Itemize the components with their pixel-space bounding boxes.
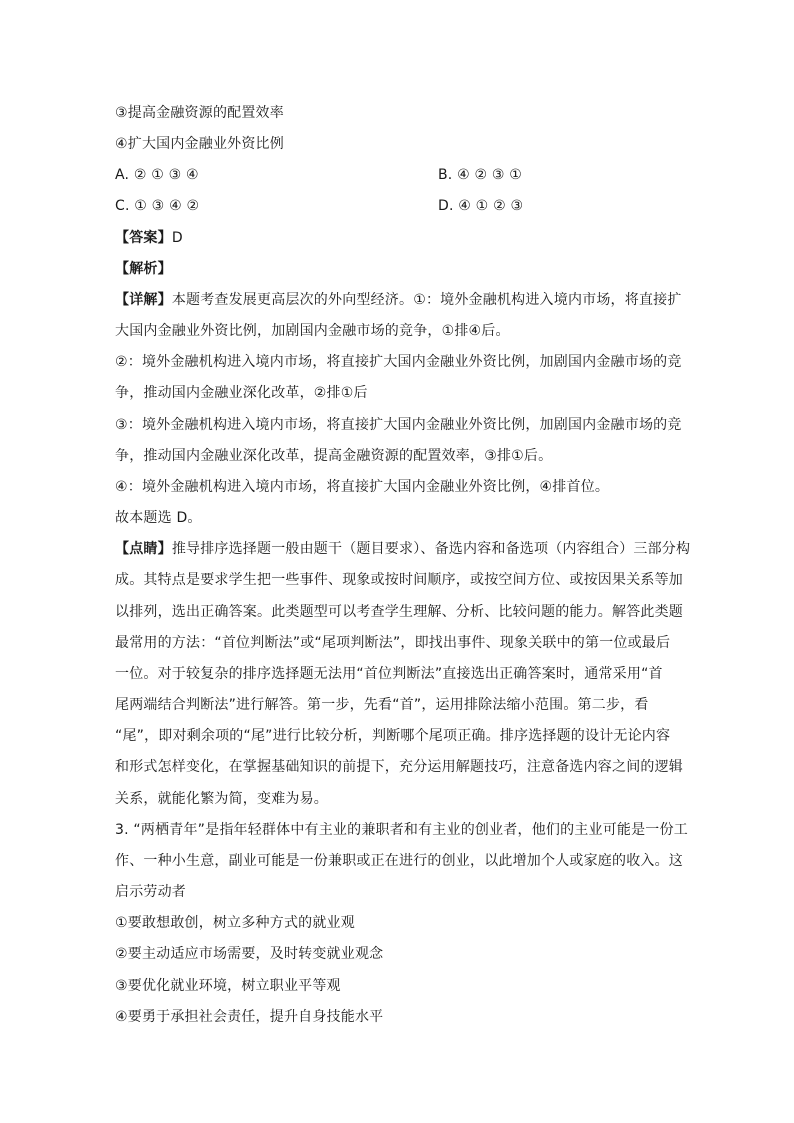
question-3-line-1: 3. “两栖青年”是指年轻群体中有主业的兼职者和有主业的创业者，他们的主业可能是一份工	[115, 822, 688, 838]
choice-a: A. ② ① ③ ④	[115, 167, 199, 183]
question-3-item-4: ④要勇于承担社会责任，提升自身技能水平	[115, 1009, 384, 1025]
detail-line-1	[115, 290, 682, 310]
detail-tag: 【详解】	[115, 292, 172, 308]
option-item-3: ③提高金融资源的配置效率	[115, 105, 284, 121]
question-3-item-2: ②要主动适应市场需要，及时转变就业观念	[115, 946, 384, 962]
tips-line-2: 成。其特点是要求学生把一些事件、现象或按时间顺序，或按空间方位、或按因果关系等加	[115, 572, 683, 588]
answer-value: D	[171, 230, 183, 246]
detail-line-3: ②：境外金融机构进入境内市场，将直接扩大国内金融业外资比例，加剧国内金融市场的竞	[115, 354, 682, 370]
tips-line-5: 一位。对于较复杂的排序选择题无法用“首位判断法”直接选出正确答案时，通常采用“首	[115, 666, 663, 682]
tips-line-6: 尾两端结合判断法”进行解答。第一步，先看“首”，运用排除法缩小范围。第二步，看	[115, 697, 649, 713]
tips-line-8: 和形式怎样变化，在掌握基础知识的前提下，充分运用解题技巧，注意备选内容之间的逻辑	[115, 759, 683, 775]
question-3-line-3: 启示劳动者	[115, 884, 186, 900]
analysis-tag: 【解析】	[115, 261, 172, 277]
tips-text: 推导排序选择题一般由题干（题目要求）、备选内容和备选项（内容组合）三部分构	[171, 541, 691, 557]
detail-line-2: 大国内金融业外资比例，加剧国内金融市场的竞争，①排④后。	[115, 323, 510, 339]
tips-line-1	[115, 539, 690, 559]
question-3-item-3: ③要优化就业环境，树立职业平等观	[115, 978, 341, 994]
detail-text: 本题考查发展更高层次的外向型经济。①：境外金融机构进入境内市场，将直接扩	[171, 292, 682, 308]
question-3-item-1: ①要敢想敢创，树立多种方式的就业观	[115, 915, 355, 931]
tips-line-4: 最常用的方法：“首位判断法”或“尾项判断法”，即找出事件、现象关联中的第一位或最后	[115, 635, 671, 651]
answer-tag: 【答案】	[115, 230, 172, 246]
tips-line-9: 关系，就能化繁为简，变难为易。	[115, 791, 328, 807]
detail-line-6: 争，推动国内金融业深化改革，提高金融资源的配置效率，③排①后。	[115, 448, 553, 464]
detail-line-5: ③：境外金融机构进入境内市场，将直接扩大国内金融业外资比例，加剧国内金融市场的竞	[115, 417, 682, 433]
detail-line-4: 争，推动国内金融业深化改革，②排①后	[115, 385, 368, 401]
detail-line-8: 故本题选 D。	[115, 510, 202, 526]
tips-tag: 【点睛】	[115, 541, 172, 557]
tips-line-7: “尾”，即对剩余项的“尾”进行比较分析，判断哪个尾项正确。排序选择题的设计无论内容	[115, 728, 671, 744]
choice-b: B. ④ ② ③ ①	[438, 167, 523, 183]
choice-d: D. ④ ① ② ③	[438, 198, 524, 214]
tips-line-3: 以排列，选出正确答案。此类题型可以考查学生理解、分析、比较问题的能力。解答此类题	[115, 604, 683, 620]
question-3-line-2: 作、一种小生意，副业可能是一份兼职或正在进行的创业，以此增加个人或家庭的收入。这	[115, 853, 683, 869]
answer-line	[115, 228, 183, 248]
option-item-4: ④扩大国内金融业外资比例	[115, 136, 284, 152]
choice-c: C. ① ③ ④ ②	[115, 198, 200, 214]
detail-line-7: ④：境外金融机构进入境内市场，将直接扩大国内金融业外资比例，④排首位。	[115, 479, 610, 495]
